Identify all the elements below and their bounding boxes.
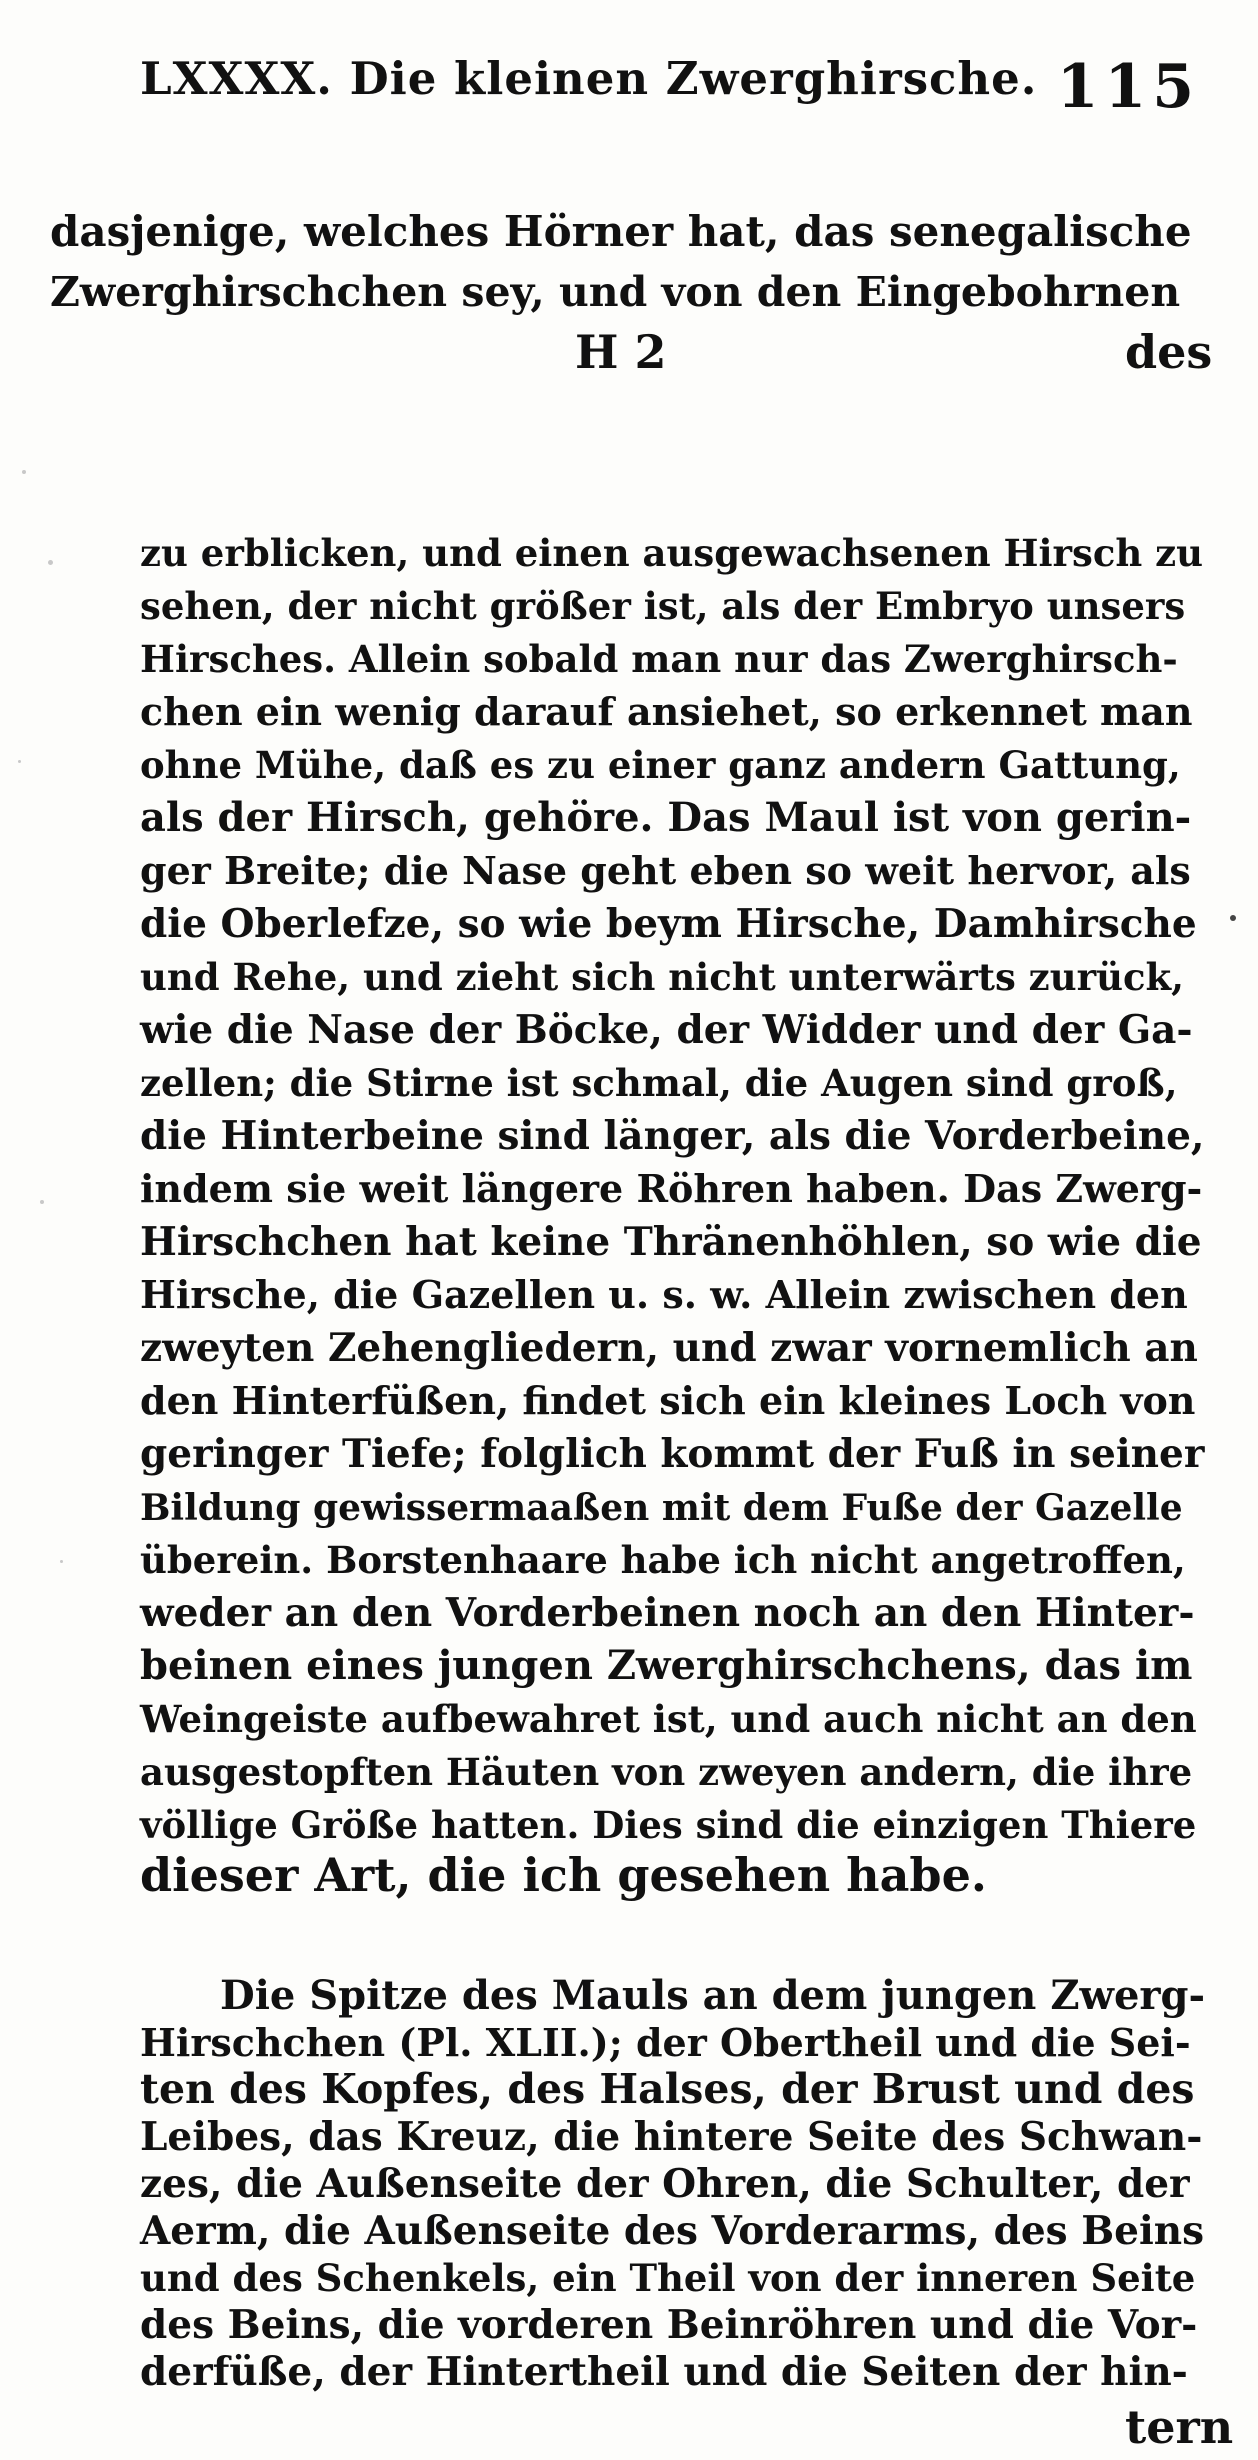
text-line: weder an den Vorderbeinen noch an den Hinter- (140, 1590, 1195, 1636)
text-line: Hirschchen (Pl. XLII.); der Obertheil und die Sei- (140, 2020, 1191, 2065)
text-line: chen ein wenig darauf ansiehet, so erkennet man (140, 689, 1193, 734)
text-line: als der Hirsch, gehöre. Das Maul ist von gerin- (140, 794, 1192, 841)
text-line: geringer Tiefe; folglich kommt der Fuß in seiner (140, 1431, 1205, 1477)
text-line: die Hinterbeine sind länger, als die Vorderbeine, (140, 1113, 1205, 1159)
page-number: 115 (1056, 52, 1200, 122)
text-line: und des Schenkels, ein Theil von der inneren Seite (140, 2256, 1196, 2300)
scan-speck (40, 1200, 44, 1204)
text-line: und Rehe, und zieht sich nicht unterwärts zurück, (140, 955, 1185, 999)
text-line: Aerm, die Außenseite des Vorderarms, des Beins (140, 2208, 1205, 2254)
catchword: tern (1125, 2400, 1234, 2454)
text-line: dieser Art, die ich gesehen habe. (140, 1848, 987, 1902)
text-line: Weingeiste aufbewahret ist, und auch nicht an den (140, 1697, 1197, 1741)
text-line: ausgestopften Häuten von zweyen andern, die ihre (140, 1750, 1193, 1794)
signature-mark: H 2 (575, 325, 667, 379)
text-line: Die Spitze des Mauls an dem jungen Zwerg- (220, 1972, 1206, 2019)
text-line: Hirsche, die Gazellen u. s. w. Allein zwischen den (140, 1272, 1188, 1317)
text-line: beinen eines jungen Zwerghirschchens, das im (140, 1642, 1193, 1689)
text-line: Zwerghirschchen sey, und von den Eingebohrnen (50, 268, 1181, 316)
catchword: des (1125, 325, 1213, 379)
text-line: Bildung gewissermaaßen mit dem Fuße der Gazelle (140, 1487, 1183, 1529)
text-line: völlige Größe hatten. Dies sind die einzigen Thiere (140, 1803, 1197, 1847)
text-line: dasjenige, welches Hörner hat, das senegalische (50, 207, 1192, 256)
text-line: den Hinterfüßen, findet sich ein kleines Loch von (140, 1378, 1196, 1423)
text-line: überein. Borstenhaare habe ich nicht angetroffen, (140, 1538, 1186, 1582)
text-line: ger Breite; die Nase geht eben so weit hervor, als (140, 848, 1191, 893)
text-line: des Beins, die vorderen Beinröhren und die Vor- (140, 2302, 1198, 2348)
text-line: sehen, der nicht größer ist, als der Embryo unsers (140, 584, 1186, 628)
text-line: ten des Kopfes, des Halses, der Brust und des (140, 2065, 1195, 2113)
text-line: Hirsches. Allein sobald man nur das Zwerghirsch- (140, 637, 1178, 681)
scan-speck (18, 760, 21, 763)
text-line: zu erblicken, und einen ausgewachsenen Hirsch zu (140, 531, 1204, 575)
scan-speck (48, 560, 53, 565)
running-header (140, 52, 1200, 142)
header-title: LXXXX. Die kleinen Zwerghirsche. (140, 52, 1038, 105)
text-line: zweyten Zehengliedern, und zwar vornemlich an (140, 1325, 1198, 1371)
text-line: die Oberlefze, so wie beym Hirsche, Damhirsche (140, 901, 1197, 947)
text-line: ohne Mühe, daß es zu einer ganz andern Gattung, (140, 743, 1181, 787)
text-line: wie die Nase der Böcke, der Widder und der Ga- (140, 1007, 1193, 1053)
scan-speck (1230, 915, 1236, 921)
text-line: indem sie weit längere Röhren haben. Das Zwerg- (140, 1166, 1203, 1211)
text-line: Hirschchen hat keine Thränenhöhlen, so wie die (140, 1219, 1202, 1265)
text-line: zellen; die Stirne ist schmal, die Augen sind groß, (140, 1061, 1178, 1105)
text-line: zes, die Außenseite der Ohren, die Schulter, der (140, 2161, 1190, 2207)
text-line: derfüße, der Hintertheil und die Seiten der hin- (140, 2349, 1188, 2395)
scan-speck (60, 1560, 63, 1563)
scan-speck (22, 470, 26, 474)
text-line: Leibes, das Kreuz, die hintere Seite des Schwan- (140, 2114, 1203, 2160)
